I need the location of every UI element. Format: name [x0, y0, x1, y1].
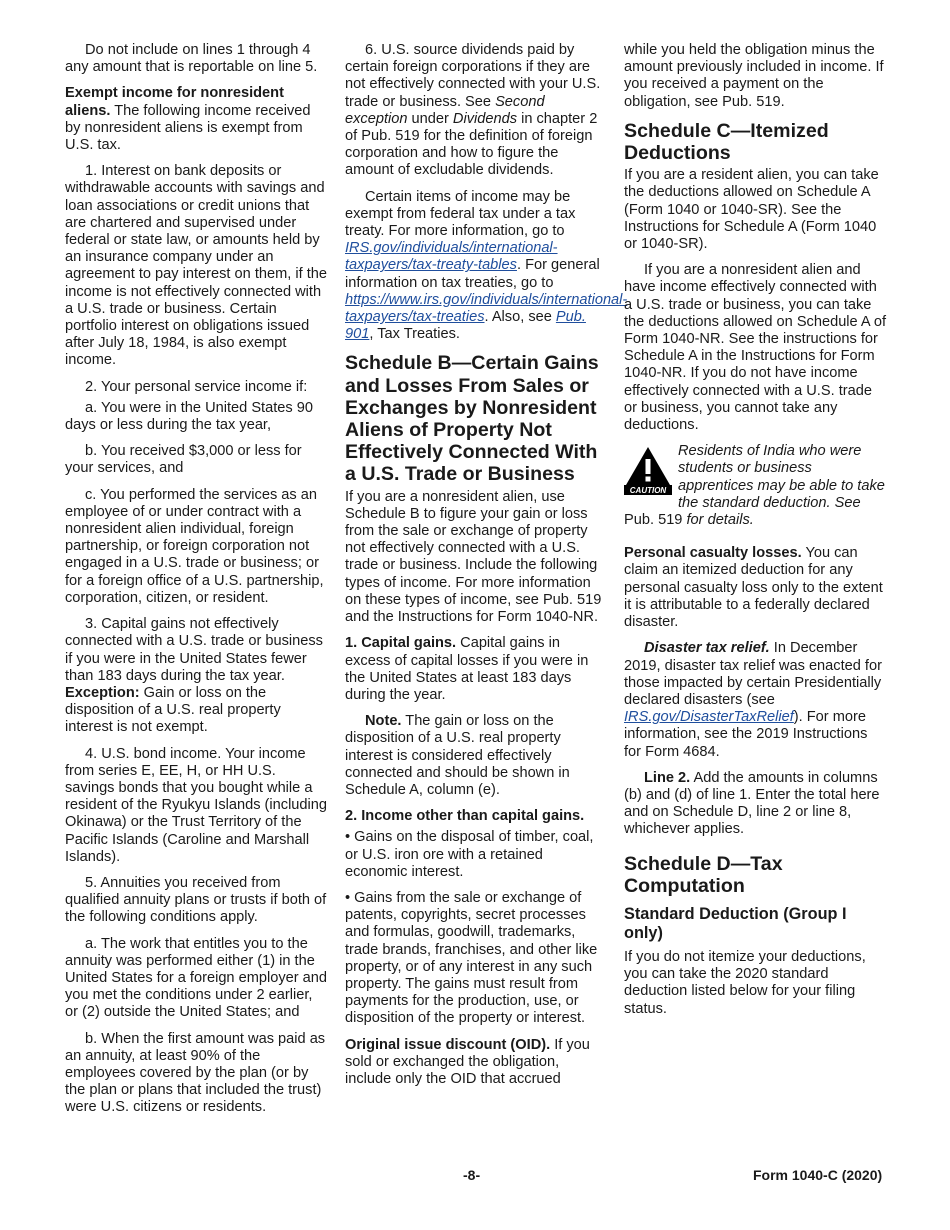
exception-label: Exception:: [65, 684, 140, 701]
paragraph-line-2: [624, 770, 887, 839]
note-label: Note.: [365, 713, 402, 730]
line-2-label: Line 2.: [644, 769, 691, 786]
exempt-income-body: The following income received by nonresident aliens is exempt from U.S. tax.: [65, 102, 311, 154]
exempt-item-5b: b. When the first amount was paid as an annuity, at least 90% of the employees covered by the plan (or by the plan or plans that included the trust) were U.S. citizens or residents.: [65, 1030, 326, 1116]
exempt-item-2c: c. You performed the services as an employee of or under contract with a nonresident alien individual, foreign partnership, or foreign corporation not engaged in a U.S. trade or business; or for a foreign office of a U.S. partnership, corporation, citizen, or resident.: [65, 486, 324, 606]
standard-deduction-heading: Standard Deduction (Group I only): [624, 904, 847, 943]
paragraph-capital-gains: [345, 635, 608, 704]
disaster-relief-heading: Disaster tax relief.: [644, 640, 770, 657]
exempt-item-5: 5. Annuities you received from qualified annuity plans or trusts if both of the following conditions apply.: [65, 874, 327, 926]
standard-deduction-body: If you do not itemize your deductions, you can take the 2020 standard deduction listed below for your filing status.: [624, 948, 866, 1017]
paragraph-casualty-losses: [624, 545, 887, 631]
line-2-body: Add the amounts in columns (b) and (d) of line 1. Enter the total here and on Schedule D, line 2 or line 8, whichever applies.: [624, 769, 880, 838]
schedule-b-heading: Schedule B—Certain Gains and Losses From Sales or Exchanges by Nonresident Aliens of Property Not Effectively Connected With a U.S. Trade or Business: [345, 352, 599, 486]
link-disaster-tax-relief[interactable]: IRS.gov/DisasterTaxRelief: [624, 709, 794, 726]
exempt-item-6: [345, 42, 608, 180]
disaster-text-b: ). For more information, see the 2019 Instructions for Form 4684.: [624, 709, 868, 760]
exempt-item-4: 4. U.S. bond income. Your income from series E, EE, H, or HH U.S. savings bonds that you bought while a resident of the Ryukyu Islands (including Okinawa) or the Trust Territory of the Pacific Islands (Caroline and Marshall Islands).: [65, 745, 328, 865]
caution-text-c: for details.: [682, 512, 754, 529]
schedule-c-nonresident: If you are a nonresident alien and have income effectively connected with a U.S. trade or business, you can take the deductions allowed on Schedule A of Form 1040-NR. See the instructions for Schedule A in the Instructions for Form 1040-NR. If you do not have income effectively connected with a U.S. trade or business, you cannot take any deductions.: [624, 262, 887, 434]
exempt-item-2: 2. Your personal service income if:: [85, 378, 308, 395]
paragraph-disaster-relief: [624, 640, 887, 760]
item-6-text-b: under: [407, 110, 453, 127]
paragraph-tax-treaty: [345, 188, 628, 344]
casualty-losses-body: You can claim an itemized deduction for any personal casualty loss only to the extent it is attributable to a federally declared disaster.: [624, 545, 883, 631]
caution-note: [624, 443, 887, 529]
bullet-timber: • Gains on the disposal of timber, coal, or U.S. iron ore with a retained economic interest.: [345, 829, 594, 880]
item-6-italic-dividends: Dividends: [452, 110, 518, 127]
column-2: [345, 42, 628, 1097]
caution-text-a: Residents of India who were students or business apprentices may be able to take the standard deduction. See: [678, 443, 885, 511]
link-tax-treaties[interactable]: https://www.irs.gov/individuals/international-taxpayers/tax-treaties: [345, 291, 628, 326]
exempt-item-2b: b. You received $3,000 or less for your services, and: [65, 443, 302, 477]
exempt-item-5a: a. The work that entitles you to the annuity was performed either (1) in the United States for a foreign employer and you met the conditions under 2 earlier, or (2) outside the United States; and: [65, 935, 328, 1021]
exempt-item-3-text: 3. Capital gains not effectively connected with a U.S. trade or business if you were in the United States fewer than 183 days during the tax year.: [65, 616, 323, 684]
casualty-losses-heading: Personal casualty losses.: [624, 545, 802, 562]
bullet-patents: • Gains from the sale or exchange of patents, copyrights, secret processes and formulas, goodwill, trademarks, trade brands, franchises, and other like property, or of any interest in any such property. The gains must result from payments for the production, use, or disposition of the property or interest.: [345, 889, 598, 1027]
caution-label: CAUTION: [629, 486, 667, 496]
oid-continuation: while you held the obligation minus the amount previously included in income. If you received a payment on the obligation, see Pub. 519.: [624, 42, 884, 110]
treaty-text-b: . For general information on tax treaties, go to: [345, 257, 600, 291]
treaty-text-a: Certain items of income may be exempt from federal tax under a tax treaty. For more information, go to: [345, 188, 576, 240]
caution-warning-icon: [624, 445, 672, 495]
link-pub-901[interactable]: Pub. 901: [345, 309, 586, 343]
exempt-item-1: 1. Interest on bank deposits or withdrawable accounts with savings and loan associations or credit unions that are chartered and supervised under federal or state law, or amounts held by an insurance company under an agreement to pay interest on them, if the income is not effectively connected with a U.S. trade or business. Certain portfolio interest on obligations issued after July 18, 1984, is also exempt income.: [65, 163, 328, 369]
exempt-item-2a: a. You were in the United States 90 days or less during the tax year,: [65, 399, 313, 434]
capital-gains-body: Capital gains in excess of capital losses if you were in the United States at least 183 days during the year.: [345, 635, 589, 703]
form-label: Form 1040-C (2020): [753, 1167, 883, 1183]
exempt-item-3: [65, 616, 328, 736]
caution-pub-519: Pub. 519: [624, 512, 683, 529]
item-6-text-a: 6. U.S. source dividends paid by certain foreign corporations if they are not effectively connected with your U.S. trade or business. See: [345, 42, 601, 110]
schedule-c-resident: If you are a resident alien, you can take the deductions allowed on Schedule A (Form 1040 or 1040-SR). See the Instructions for Schedule A (Form 1040 or 1040-SR).: [624, 167, 879, 253]
treaty-text-d: , Tax Treaties.: [369, 326, 460, 343]
item-6-italic-second-exception: Second exception: [345, 93, 545, 127]
schedule-b-intro: If you are a nonresident alien, use Schedule B to figure your gain or loss from the sale or exchange of property not effectively connected with a U.S. trade or business. Include the following types of income. For more information on these types of income, see Pub. 519 and the Instructions for Form 1040-NR.: [345, 488, 602, 626]
column-1: [65, 42, 328, 1126]
paragraph-exempt-income: [65, 85, 328, 154]
exempt-item-3-exception-text: Gain or loss on the disposition of a U.S. real property interest is not exempt.: [65, 684, 281, 736]
schedule-c-heading: Schedule C—Itemized Deductions: [624, 119, 829, 165]
oid-heading: Original issue discount (OID).: [345, 1036, 551, 1053]
oid-body: If you sold or exchanged the obligation, include only the OID that accrued: [345, 1036, 590, 1087]
schedule-d-heading: Schedule D—Tax Computation: [624, 852, 783, 897]
exempt-income-heading: Exempt income for nonresident aliens.: [65, 85, 284, 119]
disaster-text-a: In December 2019, disaster tax relief was enacted for those impacted by certain Presidentially declared disasters (see: [624, 640, 882, 708]
link-tax-treaty-tables[interactable]: IRS.gov/individuals/international-taxpayers/tax-treaty-tables: [345, 240, 558, 274]
paragraph-lines-note: Do not include on lines 1 through 4 any amount that is reportable on line 5.: [65, 42, 318, 76]
page-number: -8-: [463, 1167, 481, 1183]
note-body: The gain or loss on the disposition of a U.S. real property interest is considered effectively connected and should be shown in Schedule A, column (e).: [345, 713, 570, 798]
paragraph-note: [345, 713, 608, 799]
other-income-heading: 2. Income other than capital gains.: [345, 808, 585, 825]
capital-gains-heading: 1. Capital gains.: [345, 635, 457, 652]
column-3: [624, 42, 887, 1027]
paragraph-oid: [345, 1037, 608, 1089]
item-6-text-c: in chapter 2 of Pub. 519 for the definition of foreign corporation and how to figure the amount of excludable dividends.: [345, 110, 598, 179]
treaty-text-c: . Also, see: [484, 309, 556, 326]
